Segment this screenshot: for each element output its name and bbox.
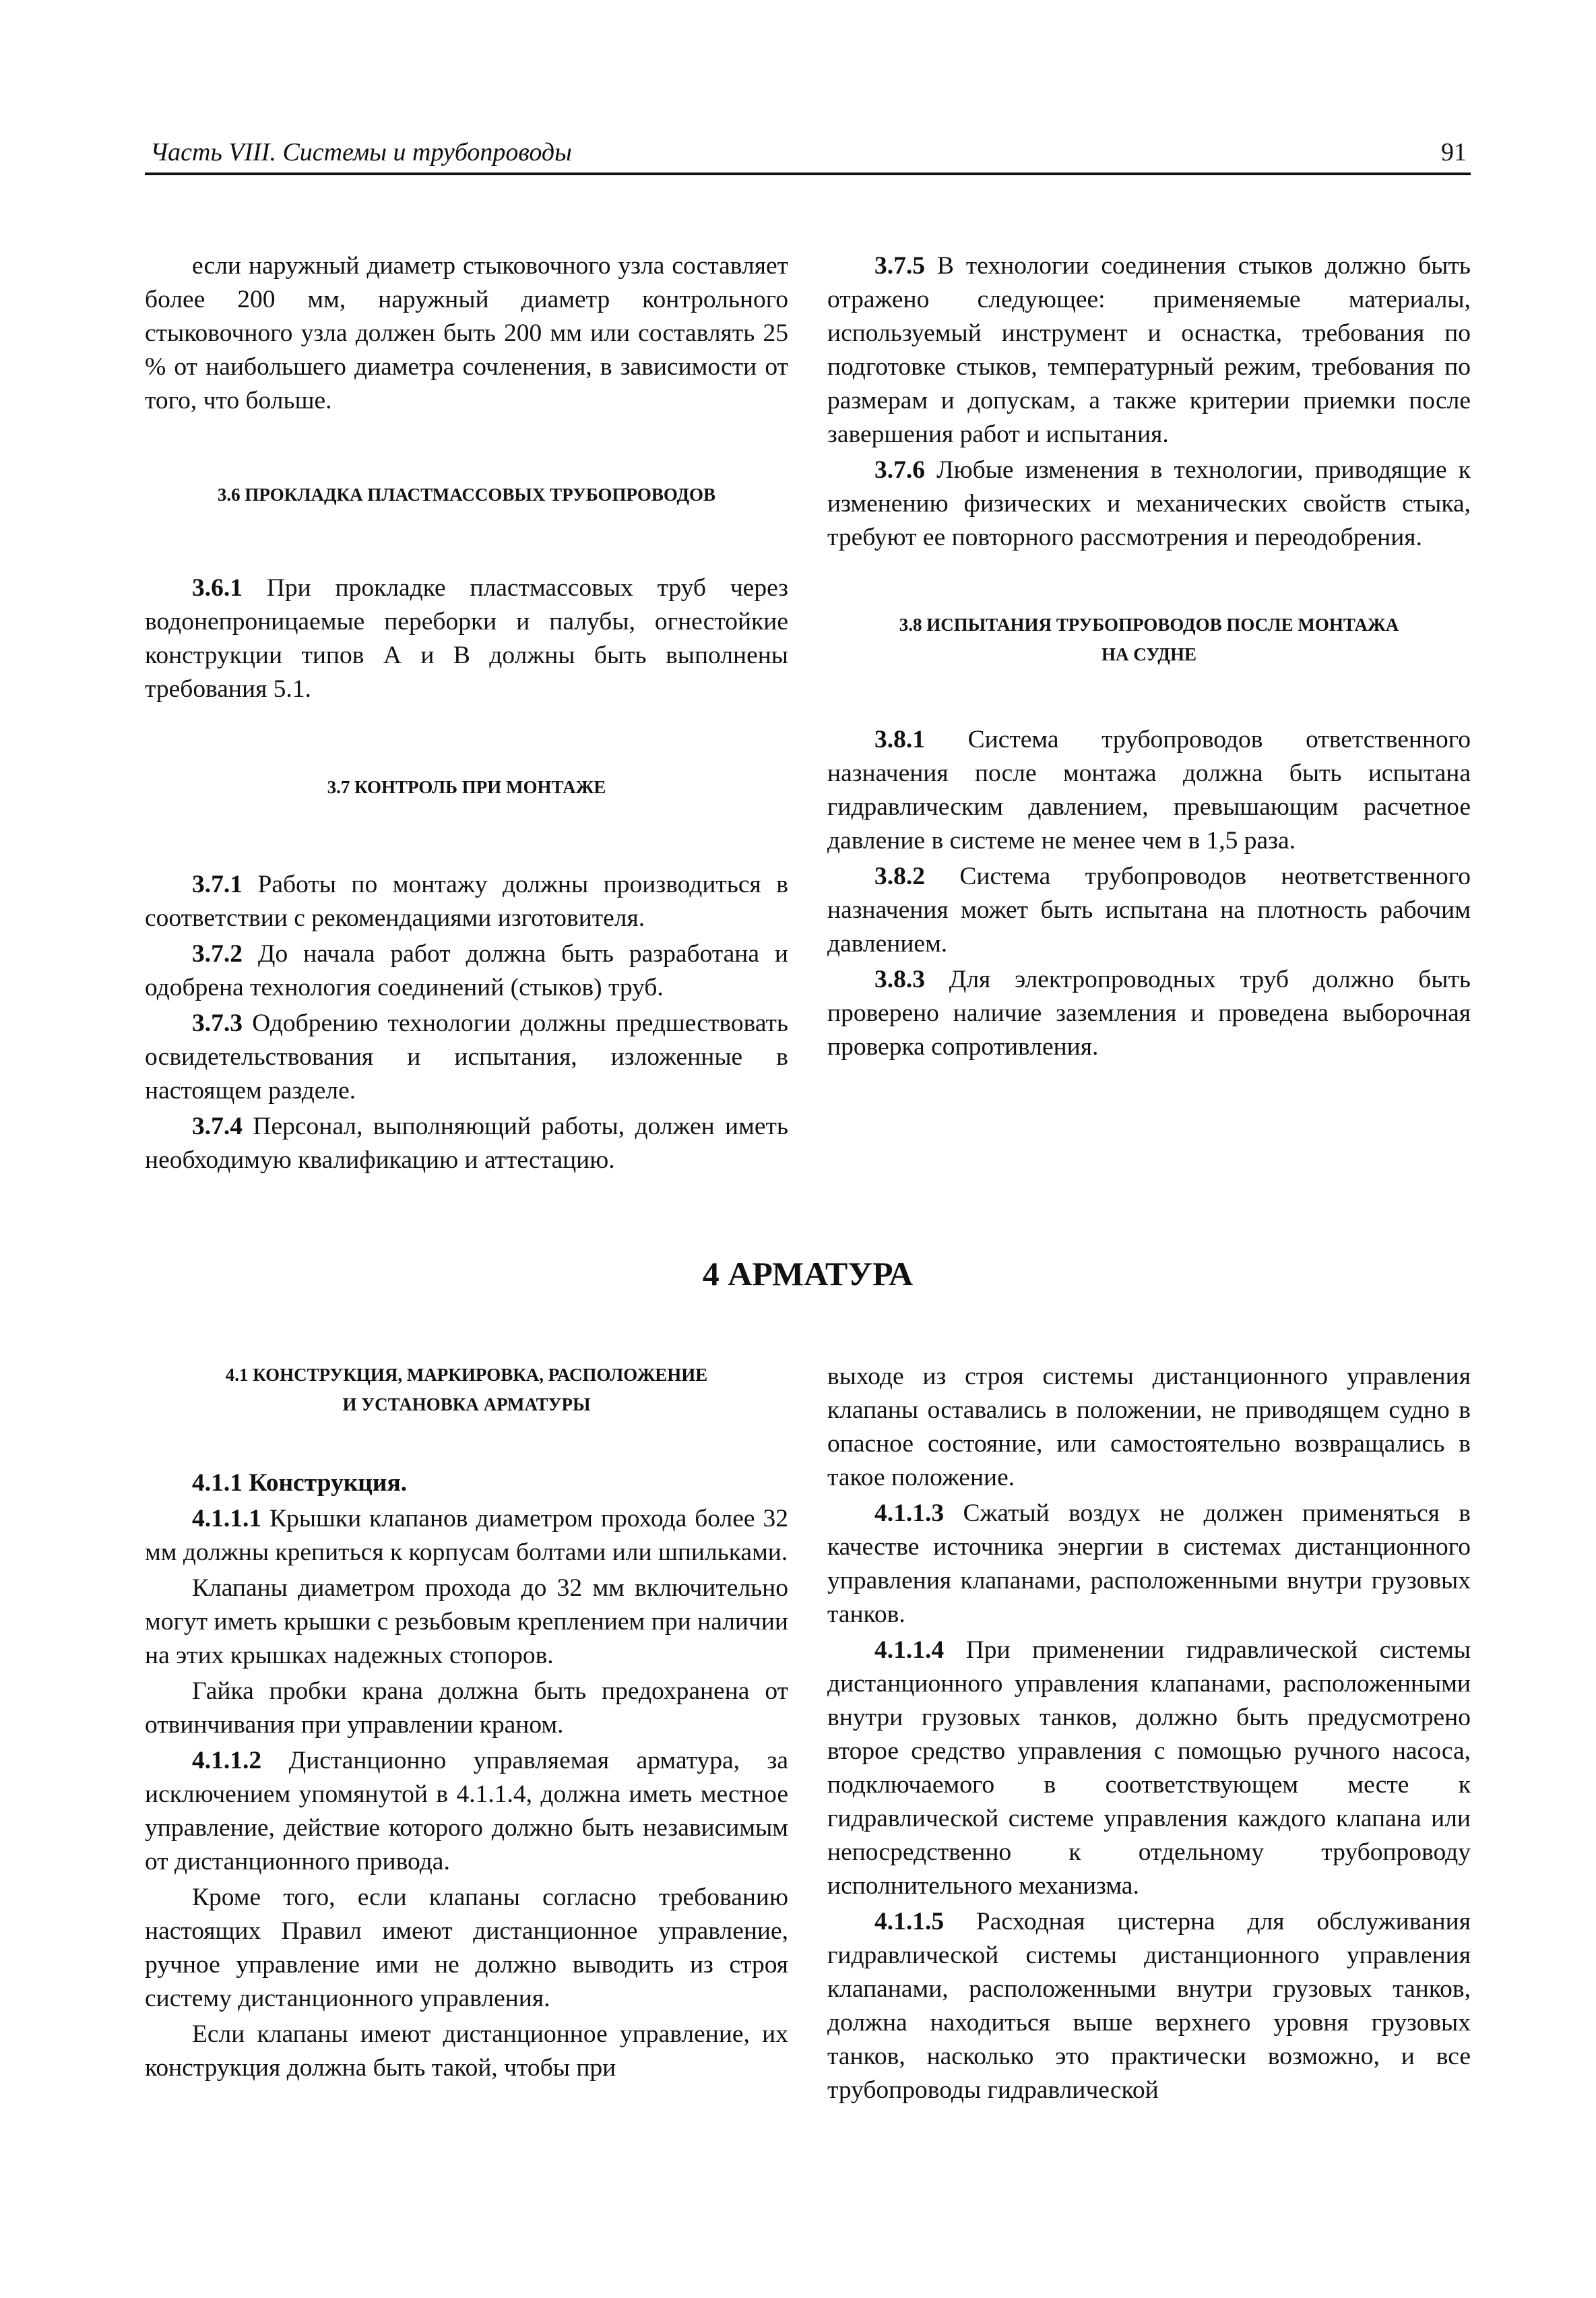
clause-text: При прокладке пластмассовых труб через водонепроницаемые переборки и палубы, огнестойкие конструкции типов А и В должны быть выполнены требования 5.1.	[145, 574, 788, 703]
paragraph-3-7-6	[827, 454, 1471, 555]
paragraph-4-1-1-2	[145, 1744, 788, 1879]
clause-number: 3.8.1	[874, 726, 925, 753]
clause-number: 3.7.1	[192, 871, 243, 898]
running-title: Часть VIII. Системы и трубопроводы	[150, 138, 572, 166]
clause-number: 3.7.3	[192, 1010, 243, 1037]
subsection-title: 4.1.1 Конструкция.	[192, 1469, 408, 1497]
clause-text: До начала работ должна быть разработана и одобрена технология соединений (стыков) труб.	[145, 940, 788, 1001]
clause-text: При применении гидравлической системы дистанционного управления клапанами, расположенными внутри грузовых танков, должно быть предусмотрено второе средство управления с помощью ручного насоса, подключаемого в соответствующем месте к гидравлической системе управления каждого клапана или непосредственно к отдельному трубопроводу исполнительного механизма.	[827, 1636, 1471, 1900]
clause-text: Для электропроводных труб должно быть проверено наличие заземления и проведена выборочная проверка сопротивления.	[827, 966, 1471, 1061]
section-heading-line: И УСТАНОВКА АРМАТУРЫ	[342, 1394, 591, 1415]
clause-text: В технологии соединения стыков должно быть отражено следующее: применяемые материалы, используемый инструмент и оснастка, требования по подготовке стыков, температурный режим, требования по размерам и допускам, а также критерии приемки после завершения работ и испытания.	[827, 252, 1471, 448]
paragraph-4-1-1-3	[827, 1497, 1471, 1632]
clause-number: 4.1.1.1	[192, 1505, 262, 1532]
paragraph-3-6-1	[145, 571, 788, 706]
clause-number: 3.8.3	[874, 966, 925, 993]
clause-number: 3.7.5	[874, 252, 925, 280]
paragraph-4-1-1-1	[145, 1502, 788, 1570]
section-heading-4-1	[145, 1360, 788, 1419]
right-column-bottom	[827, 1360, 1471, 2107]
running-header	[145, 132, 1471, 175]
clause-number: 3.7.6	[874, 456, 925, 484]
section-heading-line: 4.1 КОНСТРУКЦИЯ, МАРКИРОВКА, РАСПОЛОЖЕНИЕ	[225, 1365, 708, 1385]
clause-number: 4.1.1.4	[874, 1636, 945, 1664]
paragraph-3-8-3	[827, 963, 1471, 1064]
paragraph-continuation: выходе из строя системы дистанционного управления клапаны оставались в положении, не приводящем судно в опасное состояние, или самостоятельно возвращались в такое положение.	[827, 1363, 1471, 1491]
paragraph-3-7-2	[145, 937, 788, 1005]
paragraph-valves-32: Клапаны диаметром прохода до 32 мм включительно могут иметь крышки с резьбовым креплением при наличии на этих крышках надежных стопоров.	[145, 1574, 788, 1669]
paragraph-3-7-5	[827, 249, 1471, 452]
paragraph-4-1-1-5	[827, 1905, 1471, 2107]
clause-text: Одобрению технологии должны предшествовать освидетельствования и испытания, изложенные в настоящем разделе.	[145, 1010, 788, 1105]
clause-text: Персонал, выполняющий работы, должен иметь необходимую квалификацию и аттестацию.	[145, 1113, 788, 1174]
clause-number: 4.1.1.2	[192, 1747, 262, 1774]
section-heading-3-6: 3.6 ПРОКЛАДКА ПЛАСТМАССОВЫХ ТРУБОПРОВОДОВ	[217, 485, 716, 505]
clause-text: Сжатый воздух не должен применяться в качестве источника энергии в системах дистанционного управления клапанами, расположенными внутри грузовых танков.	[827, 1499, 1471, 1628]
left-column-bottom	[145, 1360, 788, 2085]
paragraph-3-7-1	[145, 868, 788, 935]
clause-text: Крышки клапанов диаметром прохода более 32 мм должны крепиться к корпусам болтами или шпильками.	[145, 1505, 788, 1566]
clause-number: 4.1.1.5	[874, 1908, 945, 1935]
clause-text: Система трубопроводов ответственного назначения после монтажа должна быть испытана гидравлическим давлением, превышающим расчетное давление в системе не менее чем в 1,5 раза.	[827, 726, 1471, 855]
clause-number: 3.7.4	[192, 1113, 243, 1140]
left-column-top	[145, 249, 788, 1177]
clause-number: 3.8.2	[874, 863, 925, 890]
section-heading-3-7: 3.7 КОНТРОЛЬ ПРИ МОНТАЖЕ	[327, 777, 606, 797]
paragraph-besides: Кроме того, если клапаны согласно требованию настоящих Правил имеют дистанционное управление, ручное управление ими не должно выводить из строя систему дистанционного управления.	[145, 1884, 788, 2012]
paragraph-3-7-4	[145, 1110, 788, 1177]
clause-text: Любые изменения в технологии, приводящие к изменению физических и механических свойств стыка, требуют ее повторного рассмотрения и переодобрения.	[827, 456, 1471, 551]
paragraph-nut: Гайка пробки крана должна быть предохранена от отвинчивания при управлении краном.	[145, 1677, 788, 1739]
right-column-top	[827, 249, 1471, 1064]
clause-text: Дистанционно управляемая арматура, за исключением упомянутой в 4.1.1.4, должна иметь местное управление, действие которого должно быть независимым от дистанционного привода.	[145, 1747, 788, 1875]
page-number: 91	[1441, 138, 1467, 166]
subsection-heading-4-1-1	[145, 1466, 788, 1500]
clause-text: Расходная цистерна для обслуживания гидравлической системы дистанционного управления клапанами, расположенными внутри грузовых танков, должна находиться выше верхнего уровня грузовых танков, насколько это практически возможно, и все трубопроводы гидравлической	[827, 1908, 1471, 2104]
clause-number: 3.7.2	[192, 940, 243, 968]
paragraph-4-1-1-4	[827, 1634, 1471, 1903]
section-heading-3-8	[827, 610, 1471, 669]
paragraph-if-valves: Если клапаны имеют дистанционное управление, их конструкция должна быть такой, чтобы при	[145, 2020, 788, 2082]
section-heading-line: НА СУДНЕ	[1101, 644, 1197, 664]
clause-number: 3.6.1	[192, 574, 243, 602]
chapter-title: 4 АРМАТУРА	[702, 1255, 914, 1293]
paragraph-3-7-3	[145, 1007, 788, 1108]
clause-text: Работы по монтажу должны производиться в соответствии с рекомендациями изготовителя.	[145, 871, 788, 932]
paragraph-3-8-2	[827, 860, 1471, 961]
paragraph-3-8-1	[827, 723, 1471, 858]
clause-number: 4.1.1.3	[874, 1499, 945, 1527]
clause-text: Система трубопроводов неответственного назначения может быть испытана на плотность рабочим давлением.	[827, 863, 1471, 958]
section-heading-line: 3.8 ИСПЫТАНИЯ ТРУБОПРОВОДОВ ПОСЛЕ МОНТАЖА	[899, 615, 1399, 635]
paragraph-continuation: если наружный диаметр стыковочного узла составляет более 200 мм, наружный диаметр контрольного стыковочного узла должен быть 200 мм или составлять 25 % от наибольшего диаметра сочленения, в зависимости от того, что больше.	[145, 252, 788, 414]
